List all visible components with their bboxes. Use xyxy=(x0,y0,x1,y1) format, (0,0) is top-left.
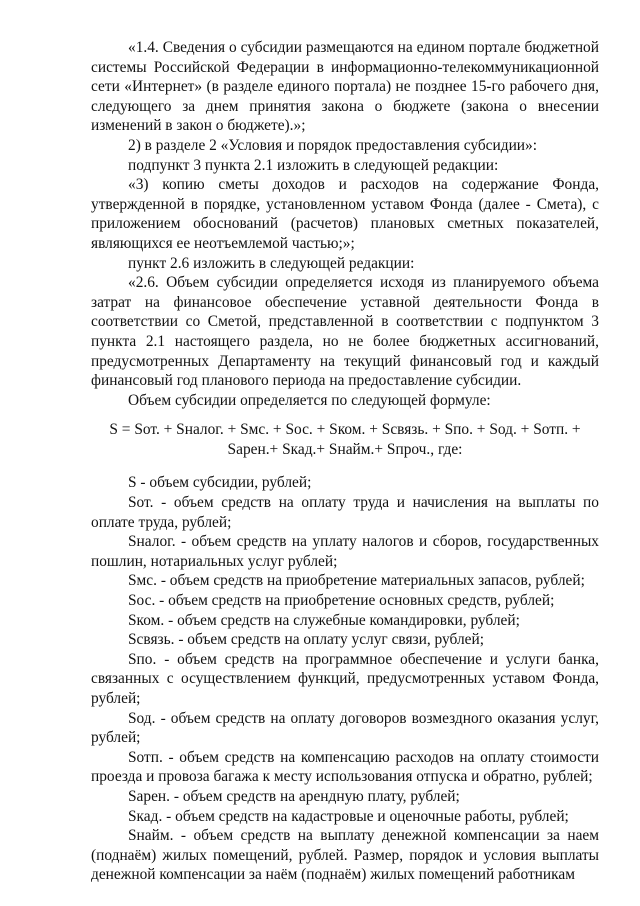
definition-item: Sпо. - объем средств на программное обеспечение и услуги банка, связанных с осуществлением функций, предусмотренных уставом Фонда, рублей; xyxy=(91,650,599,707)
definition-item: Sналог. - объем средств на уплату налогов и сборов, государственных пошлин, нотариальных услуг рублей; xyxy=(91,533,599,570)
definition-item: Sос. - объем средств на приобретение основных средств, рублей; xyxy=(128,592,555,610)
definition-item: Sмс. - объем средств на приобретение материальных запасов, рублей; xyxy=(128,572,585,590)
definition-item: Sнайм. - объем средств на выплату денежной компенсации за наем (поднаём) жилых помещений, рублей. Размер, порядок и условия выплаты денежной компенсации за наём (поднаём) жилых помещений работникам xyxy=(91,827,599,884)
definition-item: S - объем субсидии, рублей; xyxy=(128,474,312,492)
paragraph-quote-2-6: «2.6. Объем субсидии определяется исходя из планируемого объема затрат на финансовое обеспечение уставной деятельности Фонда в соответствии со Сметой, представленной в соответствии с подпунктом 3 пункта 2.1 настоящего раздела, но не более бюджетных ассигнований, предусмотренных Департаменту на текущий финансовый год и каждый финансовый год планового периода на предоставление субсидии. xyxy=(91,274,599,390)
definition-item: Sком. - объем средств на служебные командировки, рублей; xyxy=(128,611,520,629)
definition-item: Sод. - объем средств на оплату договоров возмездного оказания услуг, рублей; xyxy=(91,709,599,747)
paragraph-quote-3: «3) копию сметы доходов и расходов на содержание Фонда, утвержденной в порядке, установленном уставом Фонда (далее - Смета), с приложением обоснований (расчетов) плановых сметных показателей, являющихся ее неотъемлемой частью;»; xyxy=(91,176,599,252)
definition-item: Sкад. - объем средств на кадастровые и оценочные работы, рублей; xyxy=(128,807,569,825)
document-body xyxy=(91,38,599,885)
definition-item: Sсвязь. - объем средств на оплату услуг связи, рублей; xyxy=(128,631,485,649)
definition-item: Sарен. - объем средств на арендную плату, рублей; xyxy=(128,787,460,805)
paragraph-subpoint-3: подпункт 3 пункта 2.1 изложить в следующей редакции: xyxy=(128,156,499,174)
paragraph-section-2: 2) в разделе 2 «Условия и порядок предоставления субсидии»: xyxy=(128,136,538,154)
paragraph-formula-intro: Объем субсидии определяется по следующей формуле: xyxy=(128,391,491,409)
paragraph-point-2-6: пункт 2.6 изложить в следующей редакции: xyxy=(128,254,415,272)
formula-definitions xyxy=(91,473,599,884)
definition-item: Sот. - объем средств на оплату труда и начисления на выплаты по оплате труда, рублей; xyxy=(91,494,599,531)
definition-item: Sотп. - объем средств на компенсацию расходов на оплату стоимости проезда и провоза багажа к месту использования отпуска и обратно, рублей; xyxy=(91,748,599,786)
formula-line-1: S = Sот. + Sналог. + Sмс. + Sос. + Sком. + Sсвязь. + Sпо. + Sод. + Sотп. + xyxy=(109,421,581,439)
subsidy-formula xyxy=(91,420,599,459)
paragraph-1-4: «1.4. Сведения о субсидии размещаются на едином портале бюджетной системы Российской Федерации в информационно-телекоммуникационной сети «Интернет» (в разделе единого портала) не позднее 15-го рабочего дня, следующего за днем принятия закона о бюджете (закона о внесении изменений в закон о бюджете).»; xyxy=(91,39,599,135)
formula-line-2: Sарен.+ Sкад.+ Sнайм.+ Sпроч., где: xyxy=(227,440,463,458)
